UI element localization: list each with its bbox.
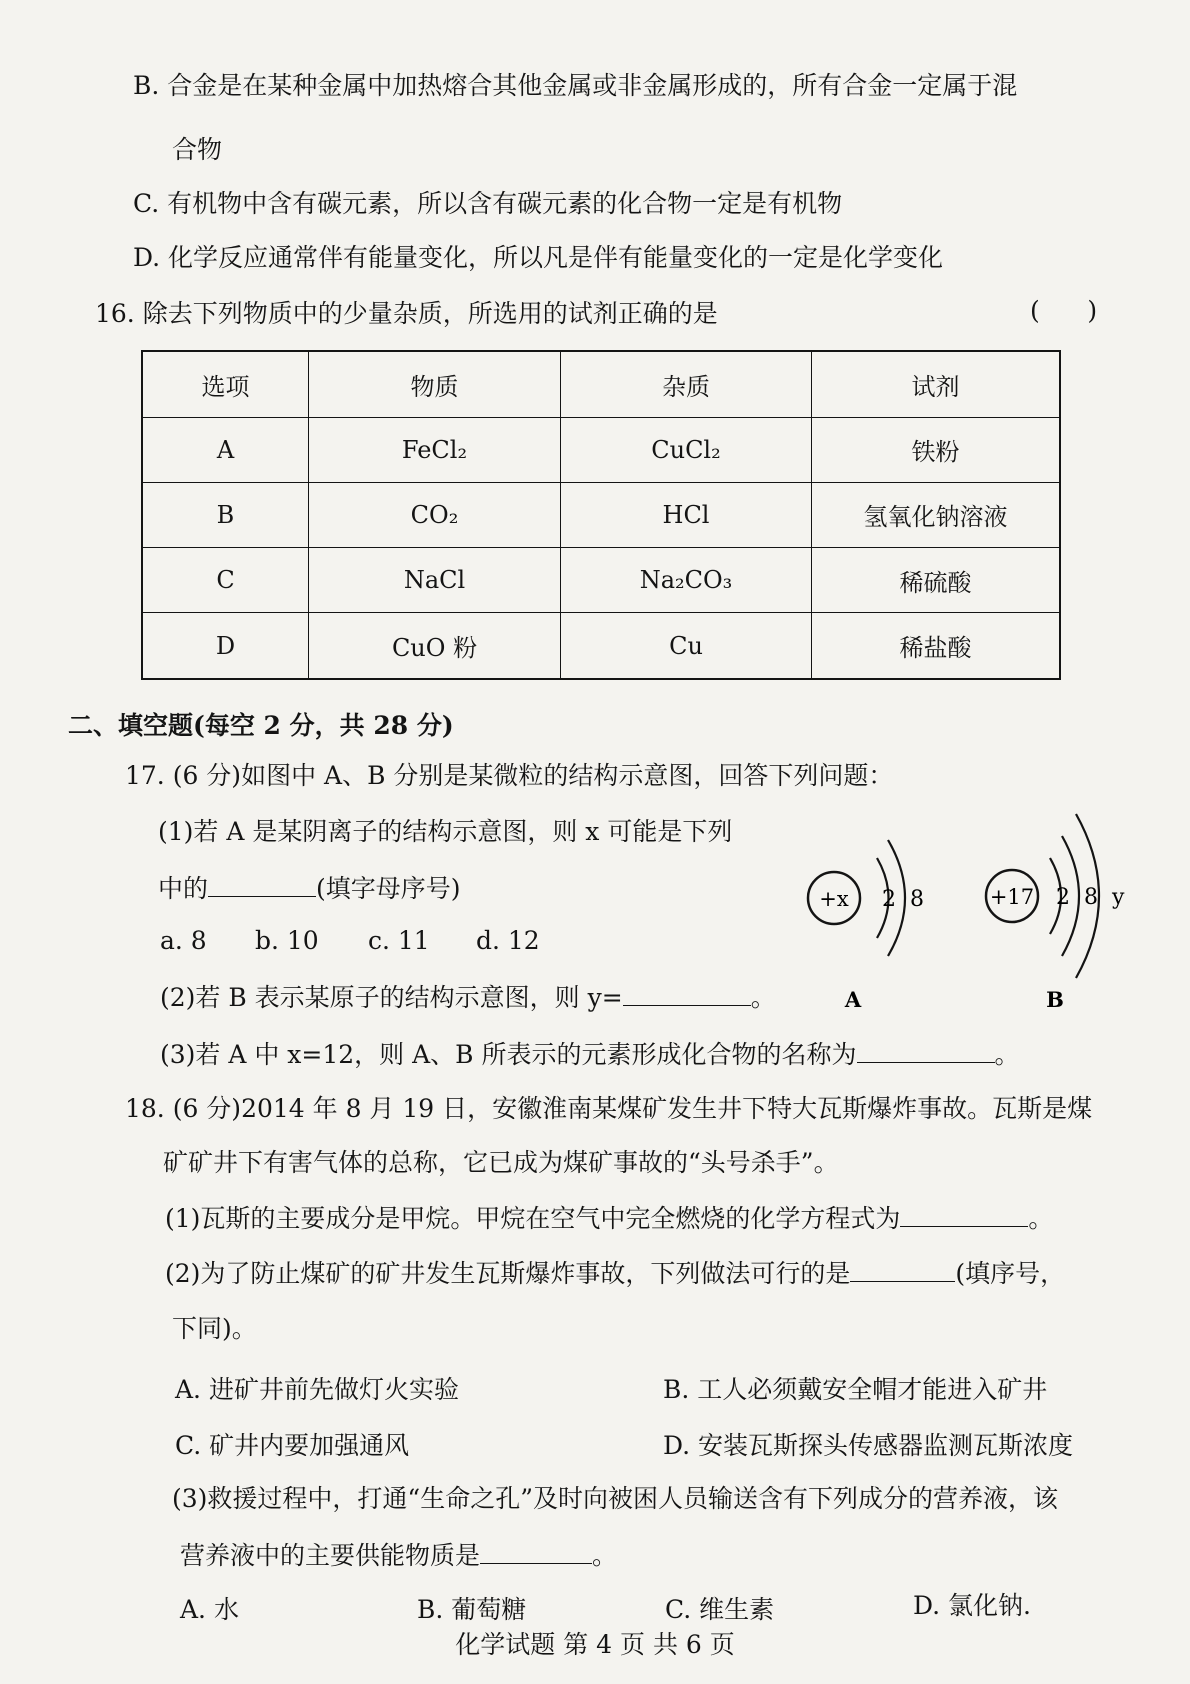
table-cell: 铁粉 <box>812 417 1061 482</box>
table-row <box>142 613 1060 679</box>
q18-part3-prefix: 营养液中的主要供能物质是 <box>180 1541 481 1570</box>
table-cell: FeCl₂ <box>309 417 561 482</box>
q17-stem: 17. (6 分)如图中 A、B 分别是某微粒的结构示意图，回答下列问题： <box>125 761 894 790</box>
answer-blank[interactable] <box>208 872 316 897</box>
table-cell: C <box>142 548 309 613</box>
q18-part2-option-c: C. 矿井内要加强通风 <box>175 1431 410 1460</box>
q18-part2-line2: 下同)。 <box>172 1314 257 1343</box>
answer-blank[interactable] <box>850 1257 955 1282</box>
table-cell: CuCl₂ <box>561 417 812 482</box>
q17-part2-prefix: (2)若 B 表示某原子的结构示意图，则 y= <box>160 983 623 1012</box>
table-cell: Cu <box>561 613 812 679</box>
table-row <box>142 548 1060 613</box>
table-row <box>142 482 1060 547</box>
nucleus-a-label: +x <box>819 887 849 911</box>
q18-stem-line1: 18. (6 分)2014 年 8 月 19 日，安徽淮南某煤矿发生井下特大瓦斯爆炸事故。瓦斯是煤 <box>125 1094 1093 1123</box>
shell-electrons-a: 2 8 <box>882 887 924 912</box>
q17-part2 <box>160 981 776 1014</box>
table-cell: 稀盐酸 <box>812 613 1061 679</box>
q18-part2-suffix: (填序号， <box>955 1259 1066 1288</box>
nucleus-b-label: +17 <box>989 885 1035 909</box>
q18-part1-suffix: 。 <box>1028 1204 1054 1233</box>
answer-blank[interactable] <box>623 981 751 1006</box>
q17-choice-c: c. 11 <box>368 926 430 955</box>
q17-part1-prefix: 中的 <box>158 874 209 903</box>
table-header-row <box>142 351 1060 417</box>
table-cell: HCl <box>561 482 812 547</box>
table-cell: Na₂CO₃ <box>561 548 812 613</box>
section-title: 二、填空题(每空 2 分，共 28 分) <box>68 711 454 740</box>
answer-blank[interactable] <box>480 1539 592 1564</box>
q17-choice-b: b. 10 <box>255 926 319 955</box>
q17-part3-suffix: 。 <box>994 1040 1020 1069</box>
table-cell: 稀硫酸 <box>812 548 1061 613</box>
q15-option-c: C. 有机物中含有碳元素，所以含有碳元素的化合物一定是有机物 <box>133 189 843 218</box>
q18-part3-line2 <box>180 1539 617 1572</box>
q17-part1-line1: (1)若 A 是某阴离子的结构示意图，则 x 可能是下列 <box>158 817 733 846</box>
q18-part3-option-c: C. 维生素 <box>665 1595 775 1624</box>
q18-part2 <box>165 1257 1065 1290</box>
q18-part3-option-d: D. 氯化钠. <box>913 1591 1031 1620</box>
q17-choice-d: d. 12 <box>476 926 540 955</box>
q16-stem: 16. 除去下列物质中的少量杂质，所选用的试剂正确的是 <box>95 299 718 328</box>
q17-part1-suffix: (填字母序号) <box>316 874 461 903</box>
q18-part3-suffix: 。 <box>592 1541 618 1570</box>
table-row <box>142 417 1060 482</box>
table-cell: B <box>142 482 309 547</box>
q18-stem-line2: 矿矿井下有害气体的总称，它已成为煤矿事故的“头号杀手”。 <box>163 1148 839 1177</box>
diagram-a-label: A <box>844 987 862 1012</box>
q15-option-d: D. 化学反应通常伴有能量变化，所以凡是伴有能量变化的一定是化学变化 <box>133 243 944 272</box>
answer-blank[interactable] <box>900 1202 1028 1227</box>
atomic-structure-diagram <box>800 800 1140 1020</box>
q17-part3 <box>160 1038 1020 1071</box>
q17-choice-a: a. 8 <box>160 926 207 955</box>
q17-part2-suffix: 。 <box>750 983 776 1012</box>
q18-part3-option-a: A. 水 <box>180 1595 239 1624</box>
table-header-cell: 杂质 <box>561 351 812 417</box>
q18-part3-line1: (3)救援过程中，打通“生命之孔”及时向被困人员输送含有下列成分的营养液，该 <box>172 1484 1058 1513</box>
q18-part1-prefix: (1)瓦斯的主要成分是甲烷。甲烷在空气中完全燃烧的化学方程式为 <box>165 1204 901 1233</box>
table-cell: 氢氧化钠溶液 <box>812 482 1061 547</box>
shell-electrons-b: 2 8 y <box>1056 885 1125 910</box>
q16-answer-paren: ( ) <box>1030 296 1098 325</box>
q18-part3-option-b: B. 葡萄糖 <box>417 1595 527 1624</box>
q17-part1-line2 <box>158 872 461 905</box>
table-header-cell: 选项 <box>142 351 309 417</box>
table-cell: A <box>142 417 309 482</box>
q18-part2-prefix: (2)为了防止煤矿的矿井发生瓦斯爆炸事故，下列做法可行的是 <box>165 1259 851 1288</box>
q18-part2-option-b: B. 工人必须戴安全帽才能进入矿井 <box>663 1375 1048 1404</box>
table-cell: CuO 粉 <box>309 613 561 679</box>
q18-part2-option-d: D. 安装瓦斯探头传感器监测瓦斯浓度 <box>663 1431 1074 1460</box>
diagram-a <box>808 840 924 1012</box>
q18-part2-option-a: A. 进矿井前先做灯火实验 <box>175 1375 459 1404</box>
diagram-b <box>986 814 1125 1012</box>
table-cell: NaCl <box>309 548 561 613</box>
q18-part1 <box>165 1202 1053 1235</box>
page-footer: 化学试题 第 4 页 共 6 页 <box>455 1630 735 1659</box>
q17-part3-prefix: (3)若 A 中 x=12，则 A、B 所表示的元素形成化合物的名称为 <box>160 1040 857 1069</box>
answer-blank[interactable] <box>857 1038 995 1063</box>
table-cell: CO₂ <box>309 482 561 547</box>
q15-option-b-line1: B. 合金是在某种金属中加热熔合其他金属或非金属形成的，所有合金一定属于混 <box>133 71 1018 100</box>
q15-option-b-line2: 合物 <box>172 135 223 164</box>
q16-table <box>141 350 1061 680</box>
diagram-b-label: B <box>1046 987 1064 1012</box>
table-header-cell: 试剂 <box>812 351 1061 417</box>
table-cell: D <box>142 613 309 679</box>
table-header-cell: 物质 <box>309 351 561 417</box>
